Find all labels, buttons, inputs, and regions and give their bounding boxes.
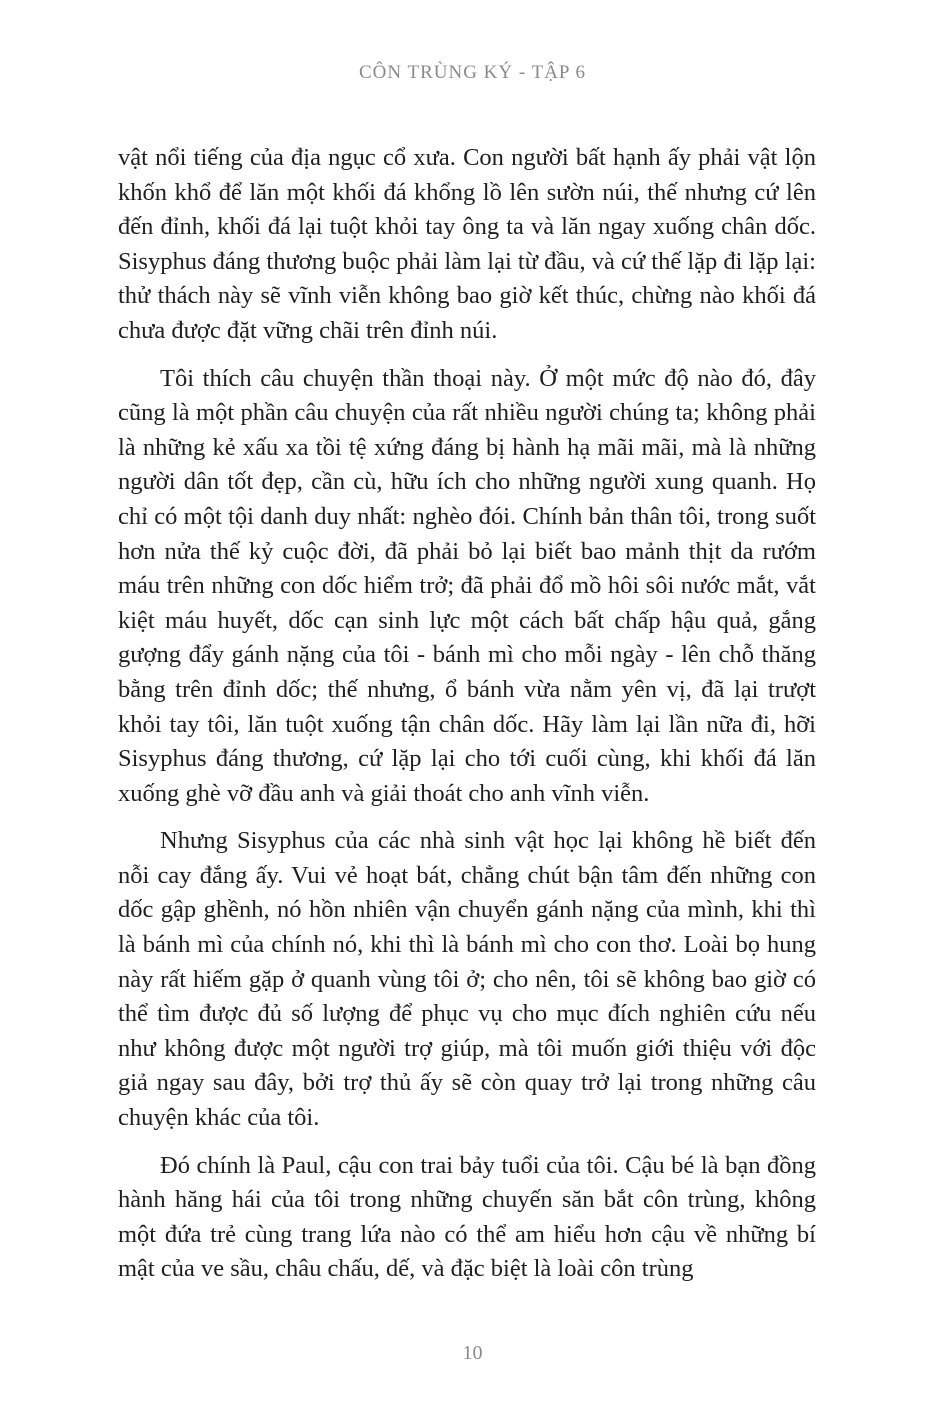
paragraph: Đó chính là Paul, cậu con trai bảy tuổi của tôi. Cậu bé là bạn đồng hành hăng hái của tôi trong những chuyến săn bắt côn trùng, không một đứa trẻ cùng trang lứa nào có thể am hiểu hơn cậu về những bí mật của ve sầu, châu chấu, dế, và đặc biệt là loài côn trùng — [118, 1151, 816, 1283]
body-text — [118, 141, 816, 1300]
paragraph-continuation: vật nổi tiếng của địa ngục cổ xưa. Con người bất hạnh ấy phải vật lộn khốn khổ để lăn một khối đá khổng lồ lên sườn núi, thế nhưng cứ lên đến đỉnh, khối đá lại tuột khỏi tay ông ta và lăn ngay xuống chân dốc. Sisyphus đáng thương buộc phải làm lại từ đầu, và cứ thế lặp đi lặp lại: thử thách này sẽ vĩnh viễn không bao giờ kết thúc, chừng nào khối đá chưa được đặt vững chãi trên đỉnh núi. — [118, 144, 816, 344]
page-number: 10 — [462, 1342, 483, 1364]
paragraph: Nhưng Sisyphus của các nhà sinh vật học lại không hề biết đến nỗi cay đắng ấy. Vui vẻ hoạt bát, chẳng chút bận tâm đến những con dốc gập ghềnh, nó hồn nhiên vận chuyển gánh nặng của mình, khi thì là bánh mì của chính nó, khi thì là bánh mì cho con thơ. Loài bọ hung này rất hiếm gặp ở quanh vùng tôi ở; cho nên, tôi sẽ không bao giờ có thể tìm được đủ số lượng để phục vụ cho mục đích nghiên cứu nếu như không được một người trợ giúp, mà tôi muốn giới thiệu với độc giả ngay sau đây, bởi trợ thủ ấy sẽ còn quay trở lại trong những câu chuyện khác của tôi. — [118, 827, 816, 1132]
paragraph: Tôi thích câu chuyện thần thoại này. Ở một mức độ nào đó, đây cũng là một phần câu chuyện của rất nhiều người chúng ta; không phải là những kẻ xấu xa tồi tệ xứng đáng bị hành hạ mãi mãi, mà là những người dân tốt đẹp, cần cù, hữu ích cho những người xung quanh. Họ chỉ có một tội danh duy nhất: nghèo đói. Chính bản thân tôi, trong suốt hơn nửa thế kỷ cuộc đời, đã phải bỏ lại biết bao mảnh thịt da rướm máu trên những con dốc hiểm trở; đã phải đổ mồ hôi sôi nước mắt, vắt kiệt máu huyết, dốc cạn sinh lực một cách bất chấp hậu quả, gắng gượng đẩy gánh nặng của tôi - bánh mì cho mỗi ngày - lên chỗ thăng bằng trên đỉnh dốc; thế nhưng, ổ bánh vừa nằm yên vị, đã lại trượt khỏi tay tôi, lăn tuột xuống tận chân dốc. Hãy làm lại lần nữa đi, hỡi Sisyphus đáng thương, cứ lặp lại cho tới cuối cùng, khi khối đá lăn xuống ghè vỡ đầu anh và giải thoát cho anh vĩnh viễn. — [118, 364, 816, 807]
running-header: CÔN TRÙNG KÝ - TẬP 6 — [358, 62, 587, 83]
